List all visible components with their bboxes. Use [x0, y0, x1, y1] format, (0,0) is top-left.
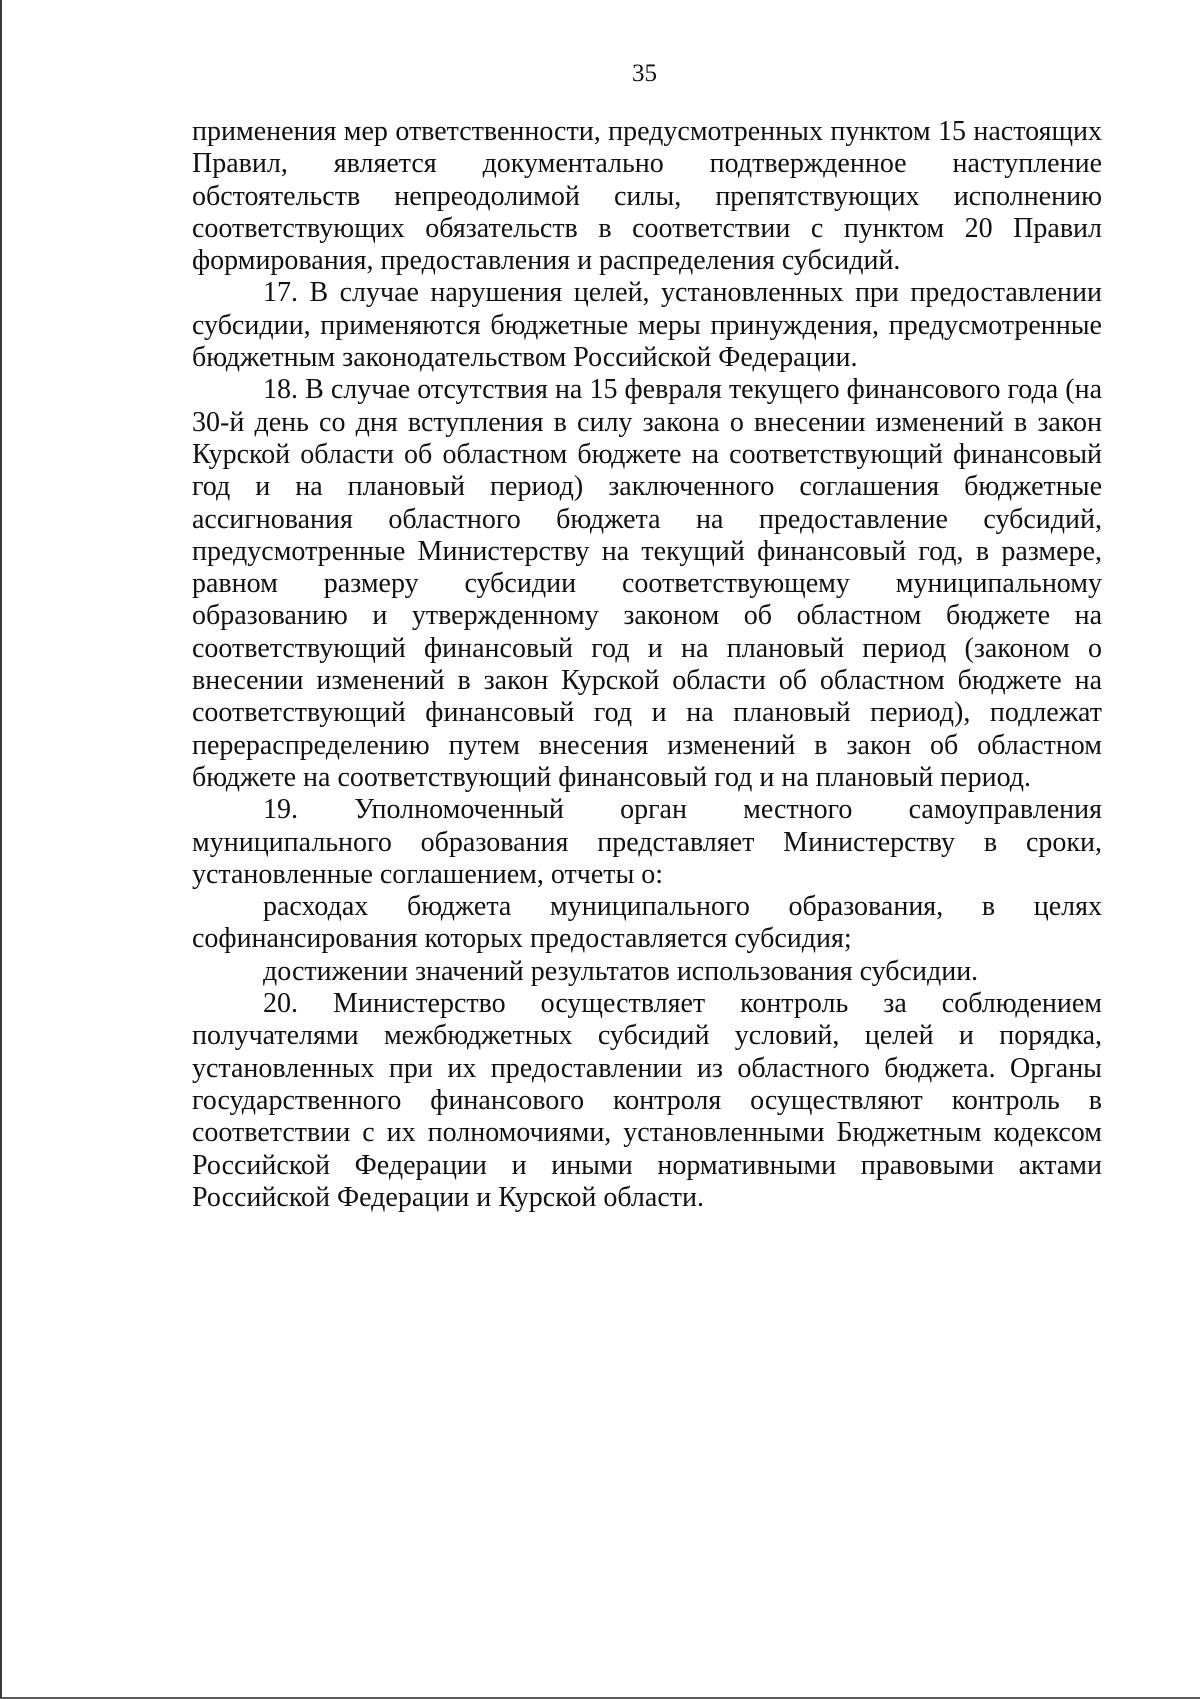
page-number: 35	[632, 60, 657, 87]
document-body	[192, 116, 1102, 1214]
paragraph-18: 18. В случае отсутствия на 15 февраля текущего финансового года (на 30-й день со дня вступления в силу закона о внесении изменений в закон Курской области об областном бюджете на соответствующий финансовый год и на плановый период) заключенного соглашения бюджетные ассигнования областного бюджета на предоставление субсидий, предусмотренные Министерству на текущий финансовый год, в размере, равном размеру субсидии соответствующему муниципальному образованию и утвержденному законом об областном бюджете на соответствующий финансовый год и на плановый период (законом о внесении изменений в закон Курской области об областном бюджете на соответствующий финансовый год и на плановый период), подлежат перераспределению путем внесения изменений в закон об областном бюджете на соответствующий финансовый год и на плановый период.	[192, 374, 1102, 793]
paragraph-continuation: применения мер ответственности, предусмотренных пунктом 15 настоящих Правил, является документально подтвержденное наступление обстоятельств непреодолимой силы, препятствующих исполнению соответствующих обязательств в соответствии с пунктом 20 Правил формирования, предоставления и распределения субсидий.	[192, 116, 1102, 277]
paragraph-20: 20. Министерство осуществляет контроль за соблюдением получателями межбюджетных субсидий условий, целей и порядка, установленных при их предоставлении из областного бюджета. Органы государственного финансового контроля осуществляют контроль в соответствии с их полномочиями, установленными Бюджетным кодексом Российской Федерации и иными нормативными правовыми актами Российской Федерации и Курской области.	[192, 988, 1102, 1213]
paragraph-19-item-results: достижении значений результатов использования субсидии.	[263, 955, 979, 987]
paragraph-19: 19. Уполномоченный орган местного самоуправления муниципального образования представляет Министерству в сроки, установленные соглашением, отчеты о:	[192, 794, 1102, 890]
paragraph-19-item-expenses: расходах бюджета муниципального образования, в целях софинансирования которых предоставляется субсидия;	[192, 891, 1102, 955]
paragraph-17: 17. В случае нарушения целей, установленных при предоставлении субсидии, применяются бюджетные меры принуждения, предусмотренные бюджетным законодательством Российской Федерации.	[192, 277, 1102, 374]
